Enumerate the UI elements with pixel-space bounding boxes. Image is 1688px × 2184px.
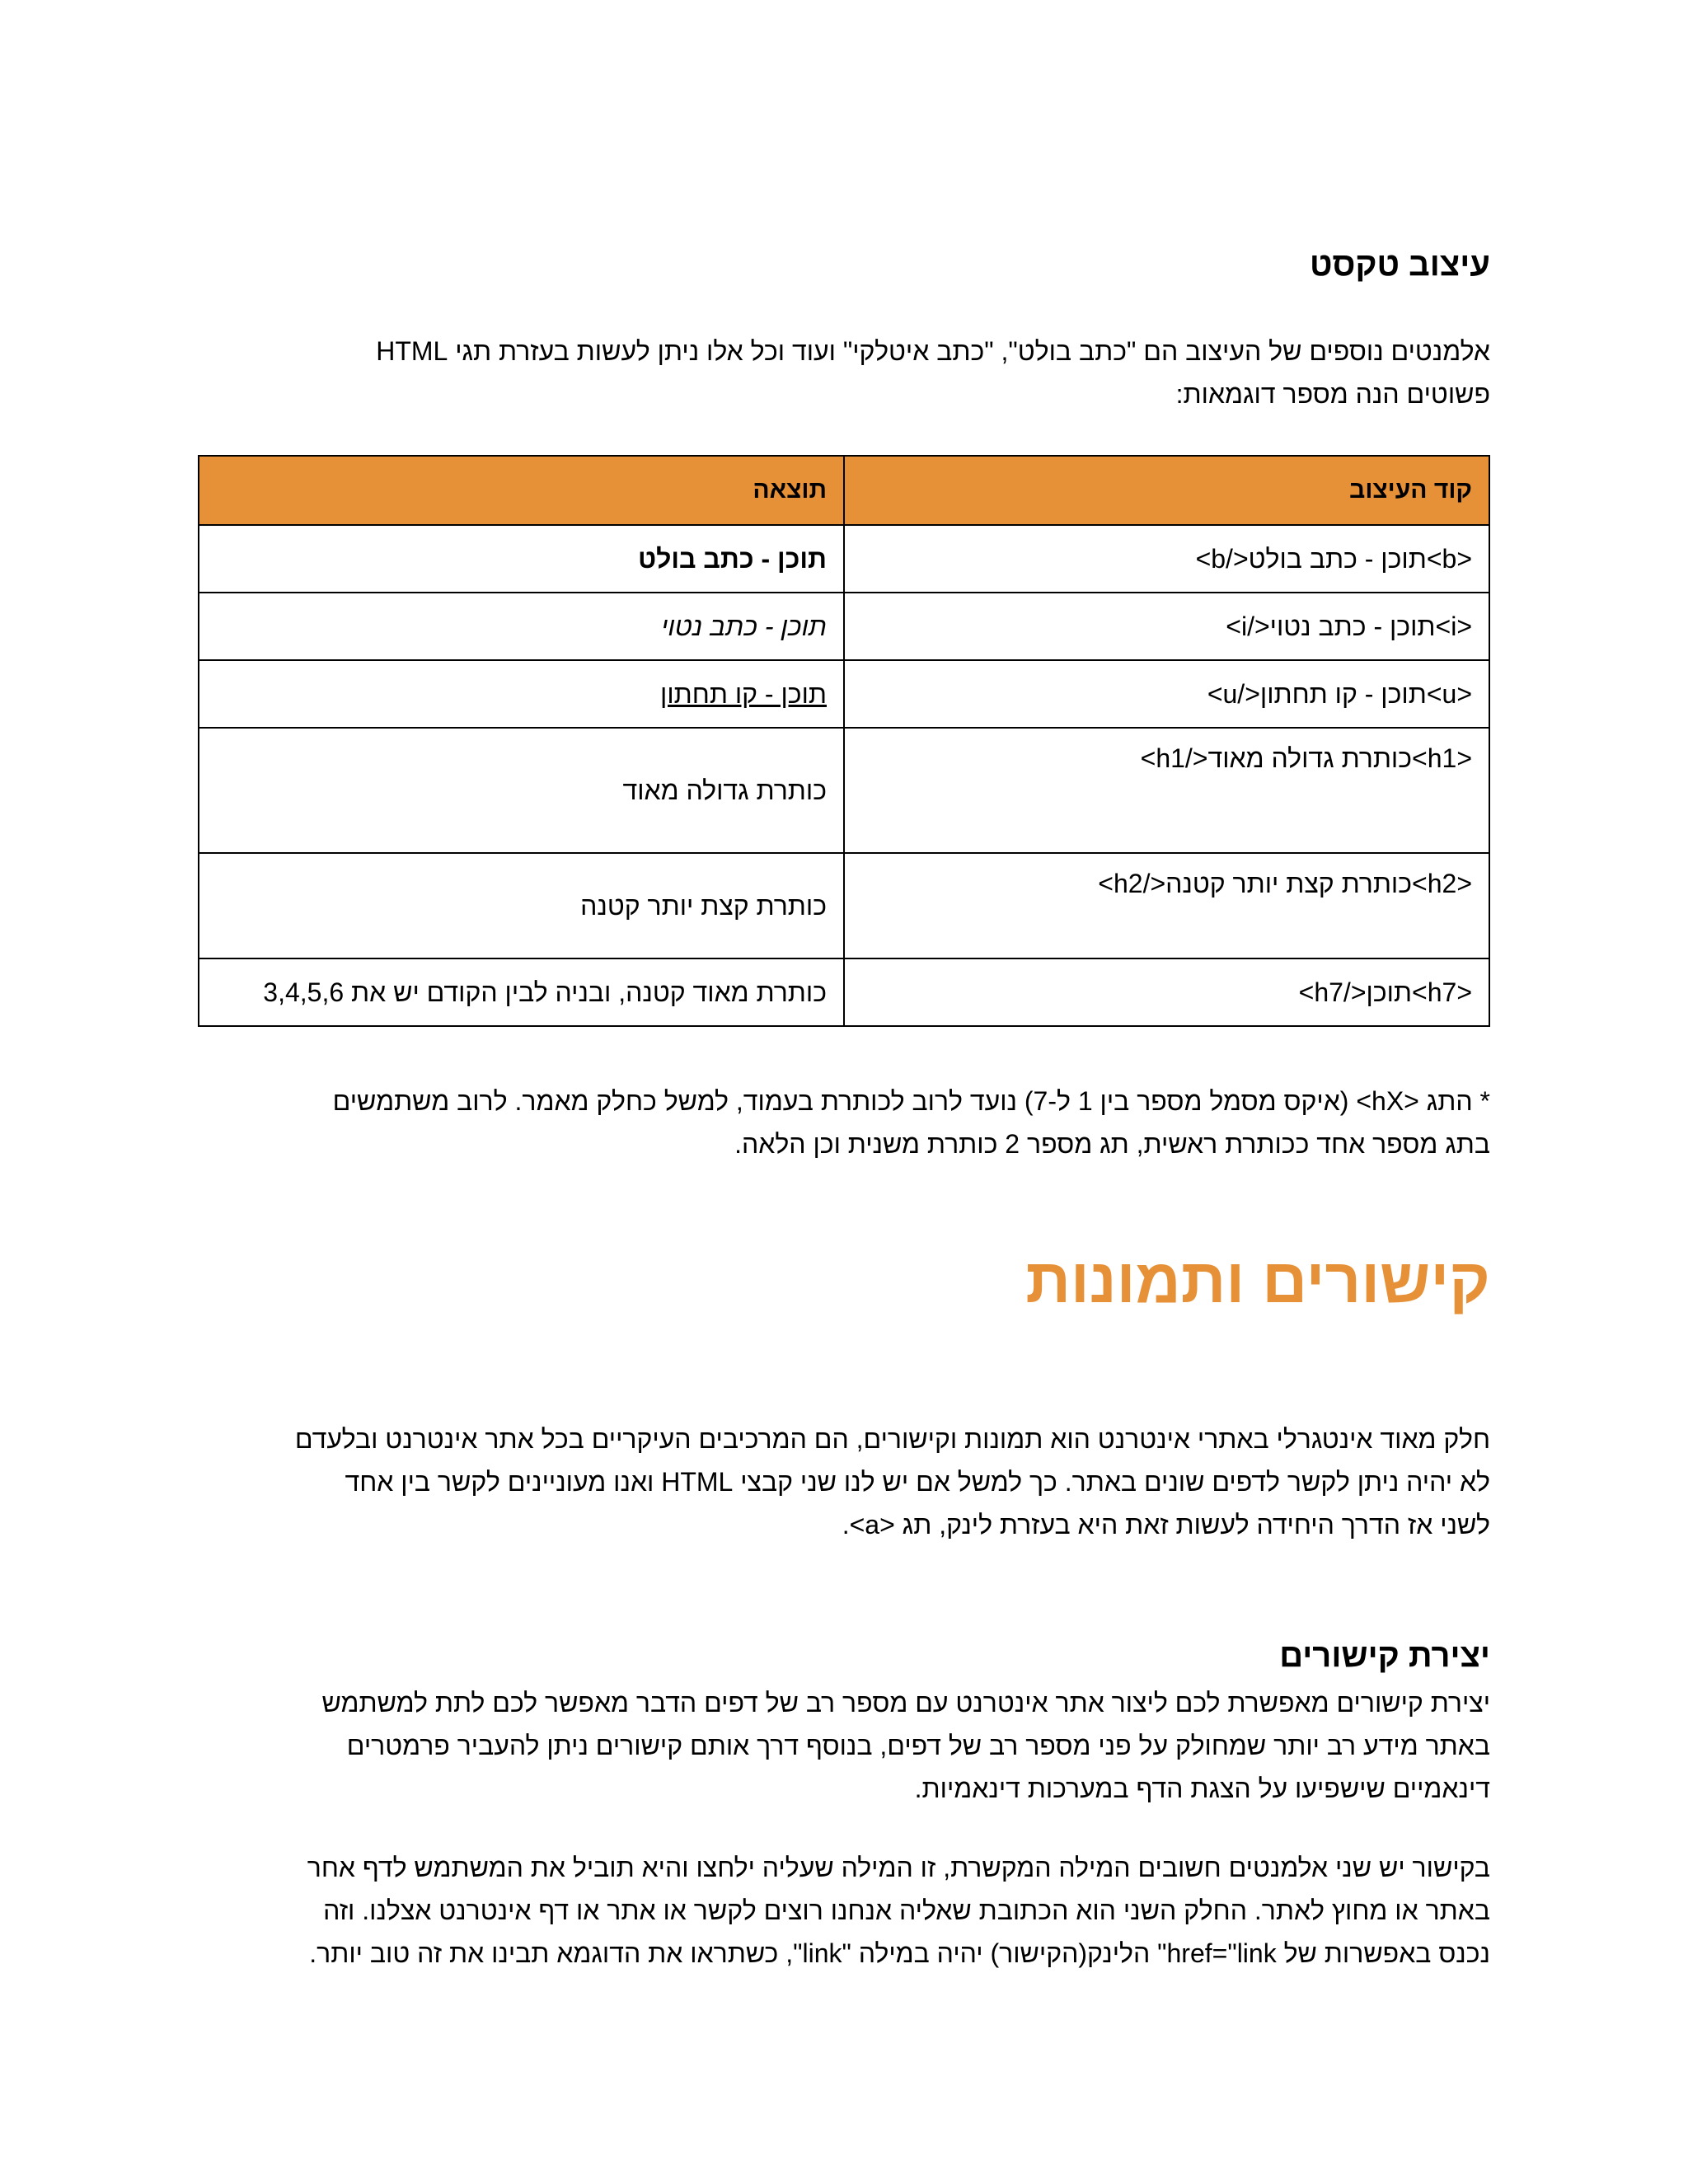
result-cell: כותרת קצת יותר קטנה xyxy=(199,853,844,958)
intro-line: פשוטים הנה מספר דוגמאות: xyxy=(1175,379,1490,409)
footnote-line: * התג <hX> (איקס מסמל מספר בין 1 ל-7) נועד לרוב לכותרת בעמוד, למשל כחלק מאמר. לרוב משתמשים xyxy=(332,1086,1490,1116)
table-row xyxy=(199,728,1489,853)
table-row xyxy=(199,853,1489,958)
table-row xyxy=(199,525,1489,593)
underlined-text: תוכן - קו תחתון xyxy=(660,678,827,709)
result-cell: כותרת מאוד קטנה, ובניה לבין הקודם יש את 3,4,5,6 xyxy=(199,958,844,1026)
paragraph-line: באתר מידע רב יותר שמחולק על פני מספר רב של דפים, בנוסף דרך אותם קישורים ניתן להעביר פרמטרים xyxy=(346,1731,1490,1760)
table-header-row xyxy=(199,456,1489,525)
paragraph-line: לא יהיה ניתן לקשר לדפים שונים באתר. כך למשל אם יש לנו שני קבצי HTML ואנו מעוניינים לקשר בין אחד xyxy=(345,1467,1490,1497)
result-cell: כותרת גדולה מאוד xyxy=(199,728,844,853)
footnote-line: בתג מספר אחד ככותרת ראשית, תג מספר 2 כותרת משנית וכן הלאה. xyxy=(734,1129,1490,1159)
links-intro-paragraph xyxy=(196,1418,1490,1546)
link-elements-paragraph xyxy=(196,1846,1490,1975)
code-cell: <h2>כותרת קצת יותר קטנה</h2> xyxy=(844,853,1489,958)
code-cell: <i>תוכן - כתב נטוי</i> xyxy=(844,593,1489,660)
section-title: עיצוב טקסט xyxy=(1309,246,1490,283)
table-row xyxy=(199,958,1489,1026)
paragraph-line: נכנס באפשרות של href="link" הלינק(הקישור) יהיה במילה "link", כשתראו את הדוגמא תבינו את זה טוב יותר. xyxy=(309,1938,1490,1968)
subsection-title: יצירת קישורים xyxy=(1279,1638,1490,1674)
code-cell: <b>תוכן - כתב בולט</b> xyxy=(844,525,1489,593)
paragraph-line: בקישור יש שני אלמנטים חשובים המילה המקשרת, זו המילה שעליה ילחצו והיא תוביל את המשתמש לדף אחר xyxy=(307,1853,1490,1882)
result-cell: תוכן - כתב בולט xyxy=(199,525,844,593)
result-cell xyxy=(199,660,844,728)
formatting-table xyxy=(198,455,1490,1027)
chapter-title: קישורים ותמונות xyxy=(1025,1246,1490,1316)
intro-paragraph xyxy=(196,330,1490,415)
paragraph-line: יצירת קישורים מאפשרת לכם ליצור אתר אינטרנט עם מספר רב של דפים הדבר מאפשר לכם לתת למשתמש xyxy=(321,1688,1490,1718)
paragraph-line: לשני אז הדרך היחידה לעשות זאת היא בעזרת לינק, תג <a>. xyxy=(842,1510,1490,1540)
column-header-code: קוד העיצוב xyxy=(844,456,1489,525)
paragraph-line: חלק מאוד אינטגרלי באתרי אינטרנט הוא תמונות וקישורים, הם המרכיבים העיקריים בכל אתר אינטרנט ובלעדם xyxy=(294,1424,1490,1454)
create-links-paragraph xyxy=(196,1681,1490,1810)
code-cell: <u>תוכן - קו תחתון</u> xyxy=(844,660,1489,728)
result-cell: תוכן - כתב נטוי xyxy=(199,593,844,660)
paragraph-line: באתר או מחוץ לאתר. החלק השני הוא הכתובת שאליה אנחנו רוצים לקשר או אתר או דף אינטרנט אצלנו. וזה xyxy=(323,1896,1490,1925)
code-cell: <h7>תוכן</h7> xyxy=(844,958,1489,1026)
column-header-result: תוצאה xyxy=(199,456,844,525)
paragraph-line: דינאמיים שישפיעו על הצגת הדף במערכות דינאמיות. xyxy=(914,1774,1490,1803)
code-cell: <h1>כותרת גדולה מאוד</h1> xyxy=(844,728,1489,853)
table-row xyxy=(199,593,1489,660)
intro-line: אלמנטים נוספים של העיצוב הם "כתב בולט", "כתב איטלקי" ועוד וכל אלו ניתן לעשות בעזרת תגי HTML xyxy=(376,336,1490,366)
table-row xyxy=(199,660,1489,728)
footnote xyxy=(196,1080,1490,1165)
